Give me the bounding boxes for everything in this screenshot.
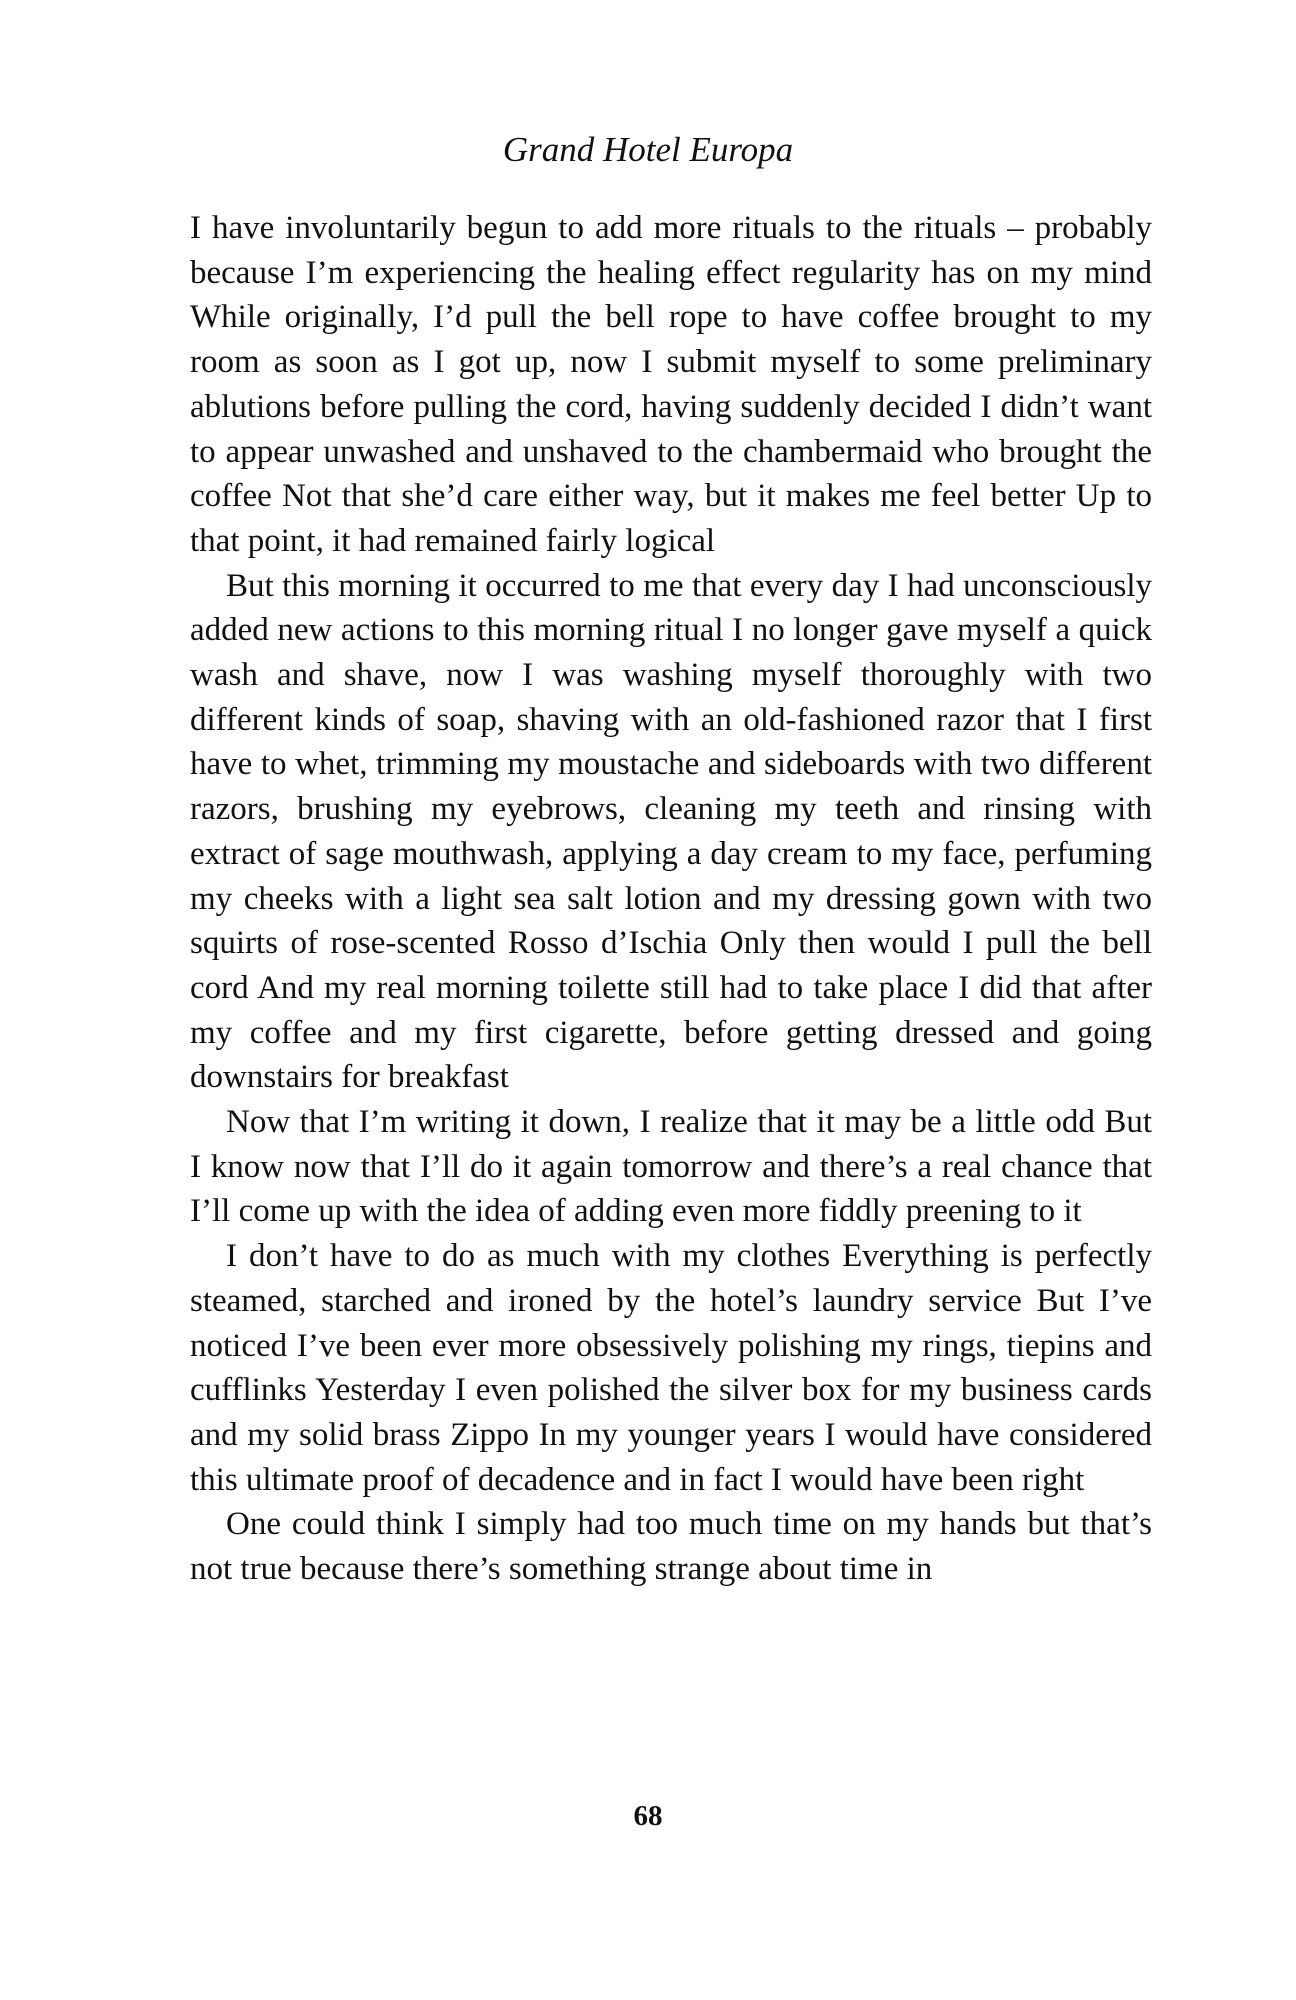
- paragraph: I have involuntarily begun to add more rituals to the rituals – probably because I’m experiencing the healing effect regularity has on my mind While originally, I’d pull the bell rope to have coffee brought to my room as soon as I got up, now I submit myself to some preliminary ablutions before pulling the cord, having suddenly decided I didn’t want to appear unwashed and unshaved to the chambermaid who brought the coffee Not that she’d care either way, but it makes me feel better Up to that point, it had remained fairly logical: [190, 210, 1152, 559]
- paragraph: But this morning it occurred to me that every day I had unconsciously added new actions to this morning ritual I no longer gave myself a quick wash and shave, now I was washing myself thoroughly with two different kinds of soap, shaving with an old-fashioned razor that I first have to whet, trimming my moustache and sideboards with two different razors, brushing my eyebrows, cleaning my teeth and rinsing with extract of sage mouthwash, applying a day cream to my face, perfuming my cheeks with a light sea salt lotion and my dressing gown with two squirts of rose-scented Rosso d’Ischia Only then would I pull the bell cord And my real morning toilette still had to take place I did that after my coffee and my first cigarette, before getting dressed and going downstairs for breakfast: [190, 567, 1152, 1096]
- paragraph: I don’t have to do as much with my clothes Everything is perfectly steamed, starched and ironed by the hotel’s laundry service But I’ve noticed I’ve been ever more obsessively polishing my rings, tiepins and cufflinks Yesterday I even polished the silver box for my business cards and my solid brass Zippo In my younger years I would have considered this ultimate proof of decadence and in fact I would have been right: [190, 1238, 1152, 1498]
- paragraph: One could think I simply had too much time on my hands but that’s not true because there’s something strange about time in: [190, 1506, 1152, 1588]
- paragraph: Now that I’m writing it down, I realize that it may be a little odd But I know now that I’ll do it again tomorrow and there’s a real chance that I’ll come up with the idea of adding even more fiddly preening to it: [190, 1104, 1152, 1230]
- running-head: Grand Hotel Europa: [502, 130, 794, 169]
- body-text: [190, 206, 1152, 1592]
- page-number: 68: [633, 1800, 663, 1832]
